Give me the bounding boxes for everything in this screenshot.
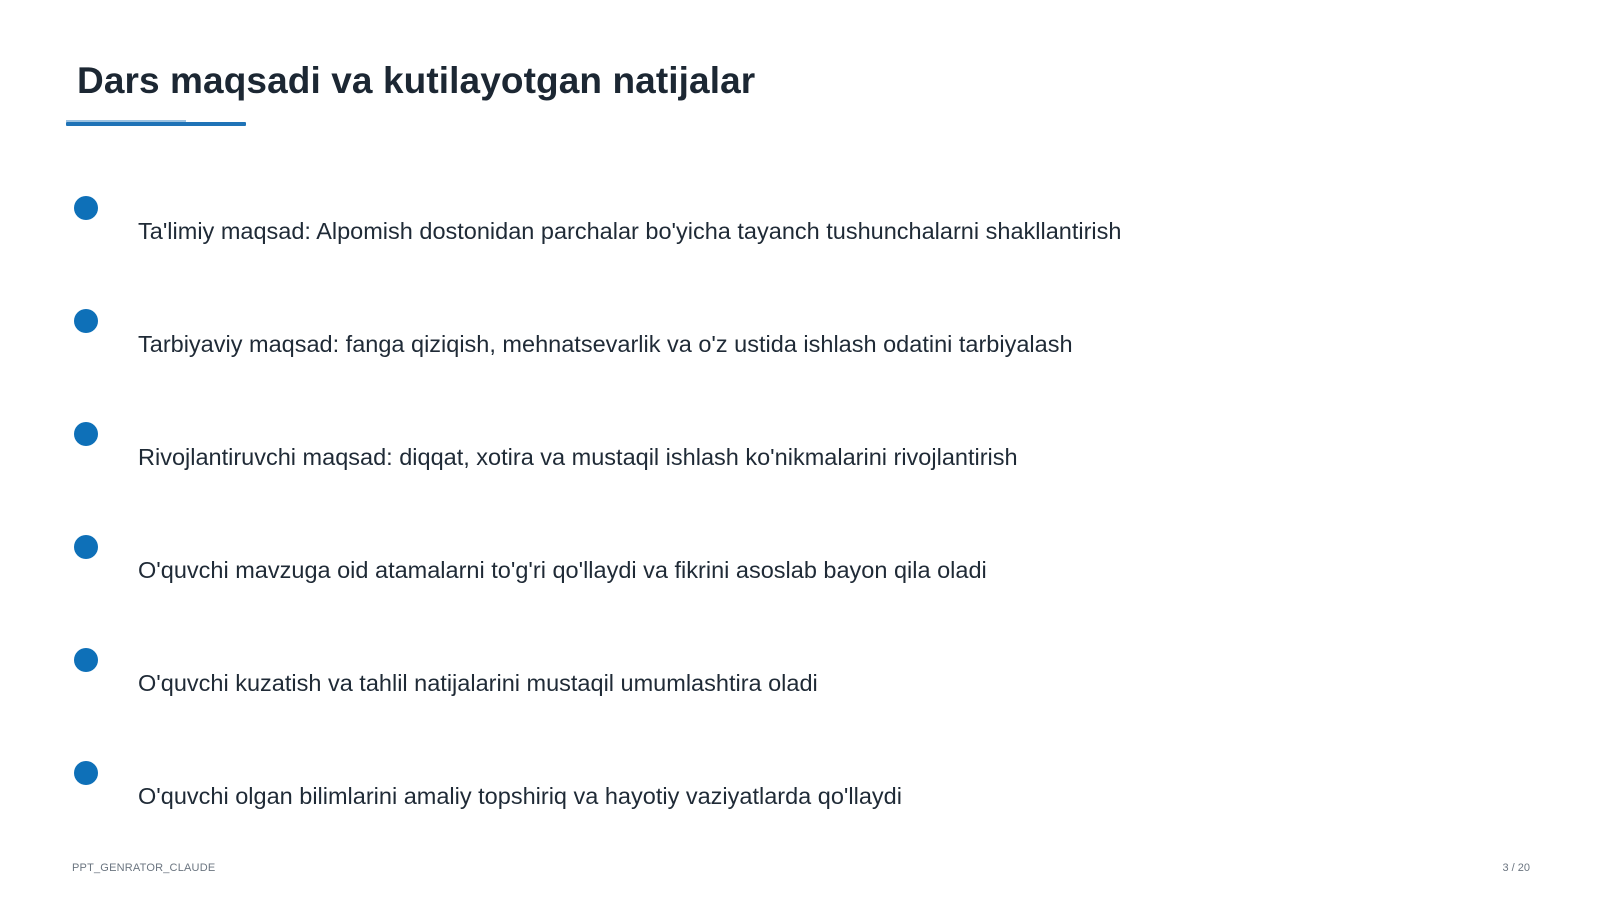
- bullet-dot-icon: [74, 422, 98, 446]
- bullet-item: [0, 196, 1600, 276]
- bullet-item: [0, 422, 1600, 502]
- bullet-text: O'quvchi mavzuga oid atamalarni to'g'ri qo'llaydi va fikrini asoslab bayon qila oladi: [138, 557, 987, 583]
- bullet-dot-icon: [74, 196, 98, 220]
- bullet-dot-icon: [74, 535, 98, 559]
- page-indicator: 3 / 20: [1502, 862, 1530, 874]
- bullet-item: [0, 309, 1600, 389]
- slide-title: Dars maqsadi va kutilayotgan natijalar: [77, 60, 756, 101]
- bullet-dot-icon: [74, 761, 98, 785]
- bullet-text: O'quvchi olgan bilimlarini amaliy topshiriq va hayotiy vaziyatlarda qo'llaydi: [138, 783, 902, 809]
- footer-source-label: PPT_GENRATOR_CLAUDE: [72, 862, 216, 874]
- bullet-text: Tarbiyaviy maqsad: fanga qiziqish, mehnatsevarlik va o'z ustida ishlash odatini tarbiyalash: [138, 331, 1073, 357]
- bullet-text: O'quvchi kuzatish va tahlil natijalarini mustaqil umumlashtira oladi: [138, 670, 818, 696]
- bullet-item: [0, 761, 1600, 841]
- bullet-text: Ta'limiy maqsad: Alpomish dostonidan parchalar bo'yicha tayanch tushunchalarni shakllantirish: [138, 218, 1122, 244]
- bullet-item: [0, 648, 1600, 728]
- bullet-text: Rivojlantiruvchi maqsad: diqqat, xotira va mustaqil ishlash ko'nikmalarini rivojlantirish: [138, 444, 1018, 470]
- bullet-dot-icon: [74, 309, 98, 333]
- bullet-dot-icon: [74, 648, 98, 672]
- bullet-item: [0, 535, 1600, 615]
